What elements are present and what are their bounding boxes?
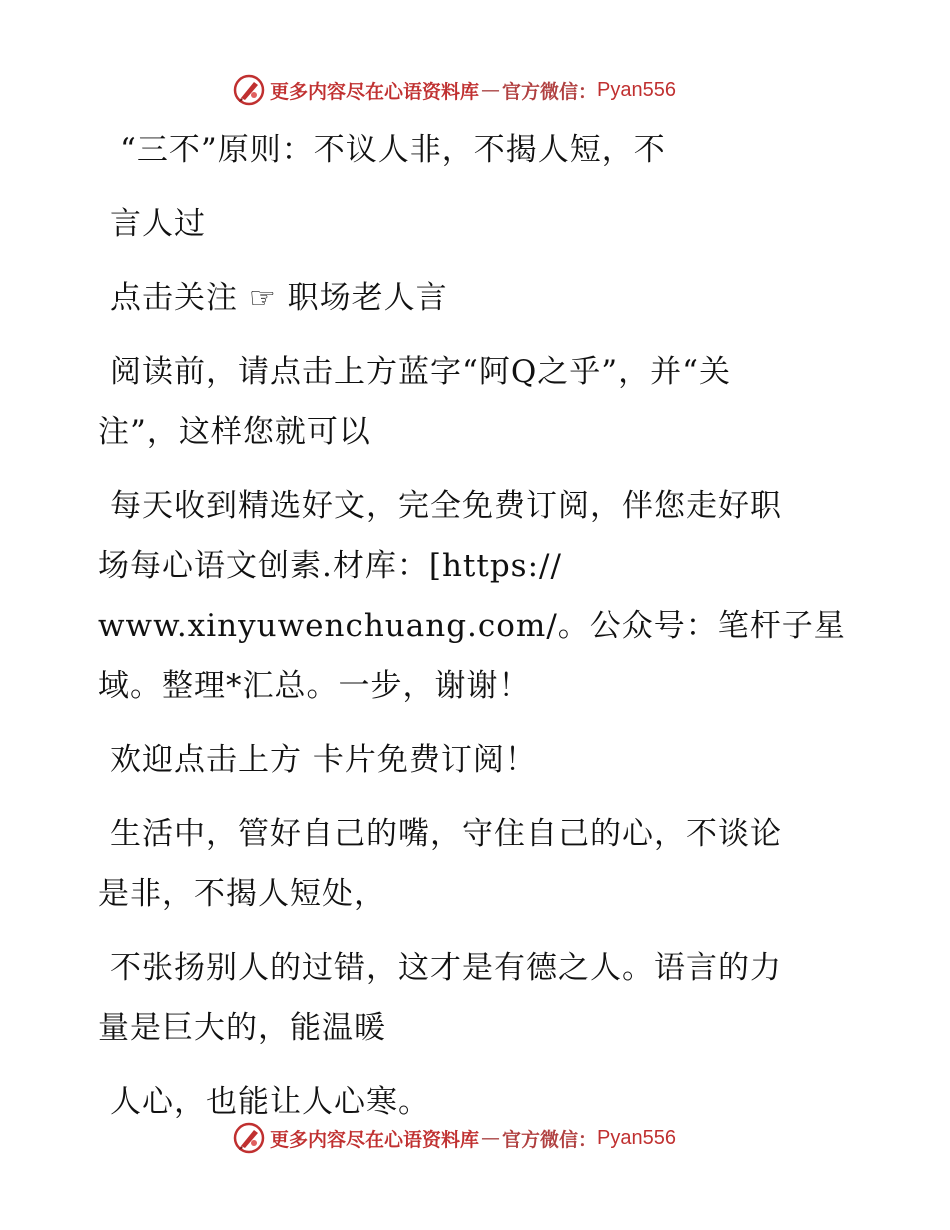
paragraph-4-line-1: 每天收到精选好文，完全免费订阅，伴您走好职	[110, 488, 782, 524]
paragraph-8: 人心，也能让人心寒。	[110, 1084, 430, 1120]
paragraph-1-line-2: 言人过	[110, 206, 206, 242]
banner-title: 更多内容尽在心语资料库	[270, 1128, 480, 1151]
banner-wechat-id: Pyan556	[597, 78, 676, 101]
banner-wechat-label: 官方微信：	[502, 80, 598, 103]
paragraph-7-line-1: 不张扬别人的过错，这才是有德之人。语言的力	[110, 950, 782, 986]
paragraph-6-line-1: 生活中，管好自己的嘴，守住自己的心，不谈论	[110, 816, 782, 852]
paragraph-7-line-2: 量是巨大的，能温暖	[98, 1010, 386, 1046]
pen-logo-icon	[232, 1121, 266, 1155]
paragraph-3-line-2: 注”，这样您就可以	[98, 414, 371, 450]
banner-dash: —	[481, 1127, 501, 1149]
follow-prefix: 点击关注	[110, 280, 238, 316]
pointing-hand-icon: ☞	[248, 281, 277, 316]
paragraph-4-line-2: 场每心语文创素.材库：[https://	[98, 548, 562, 584]
banner-wechat-id: Pyan556	[597, 1126, 676, 1149]
banner-dash: —	[481, 79, 501, 101]
paragraph-4-line-3: www.xinyuwenchuang.com/。公众号：笔杆子星	[98, 608, 846, 644]
paragraph-6-line-2: 是非，不揭人短处，	[98, 876, 386, 912]
paragraph-2	[98, 268, 838, 328]
paragraph-4-line-4: 域。整理*汇总。一步，谢谢！	[98, 668, 531, 704]
follow-account-name: 职场老人言	[287, 280, 448, 316]
pen-logo-icon	[232, 73, 266, 107]
footer-watermark-banner	[232, 1118, 732, 1158]
banner-title: 更多内容尽在心语资料库	[270, 80, 480, 103]
paragraph-1-line-1: “三不”原则：不议人非，不揭人短，不	[120, 132, 666, 168]
document-body	[98, 120, 846, 1132]
paragraph-3-line-1: 阅读前，请点击上方蓝字“阿Q之乎”，并“关	[110, 354, 731, 390]
header-watermark-banner	[232, 70, 732, 110]
banner-wechat-label: 官方微信：	[502, 1128, 598, 1151]
paragraph-5: 欢迎点击上方 卡片免费订阅！	[110, 742, 537, 778]
